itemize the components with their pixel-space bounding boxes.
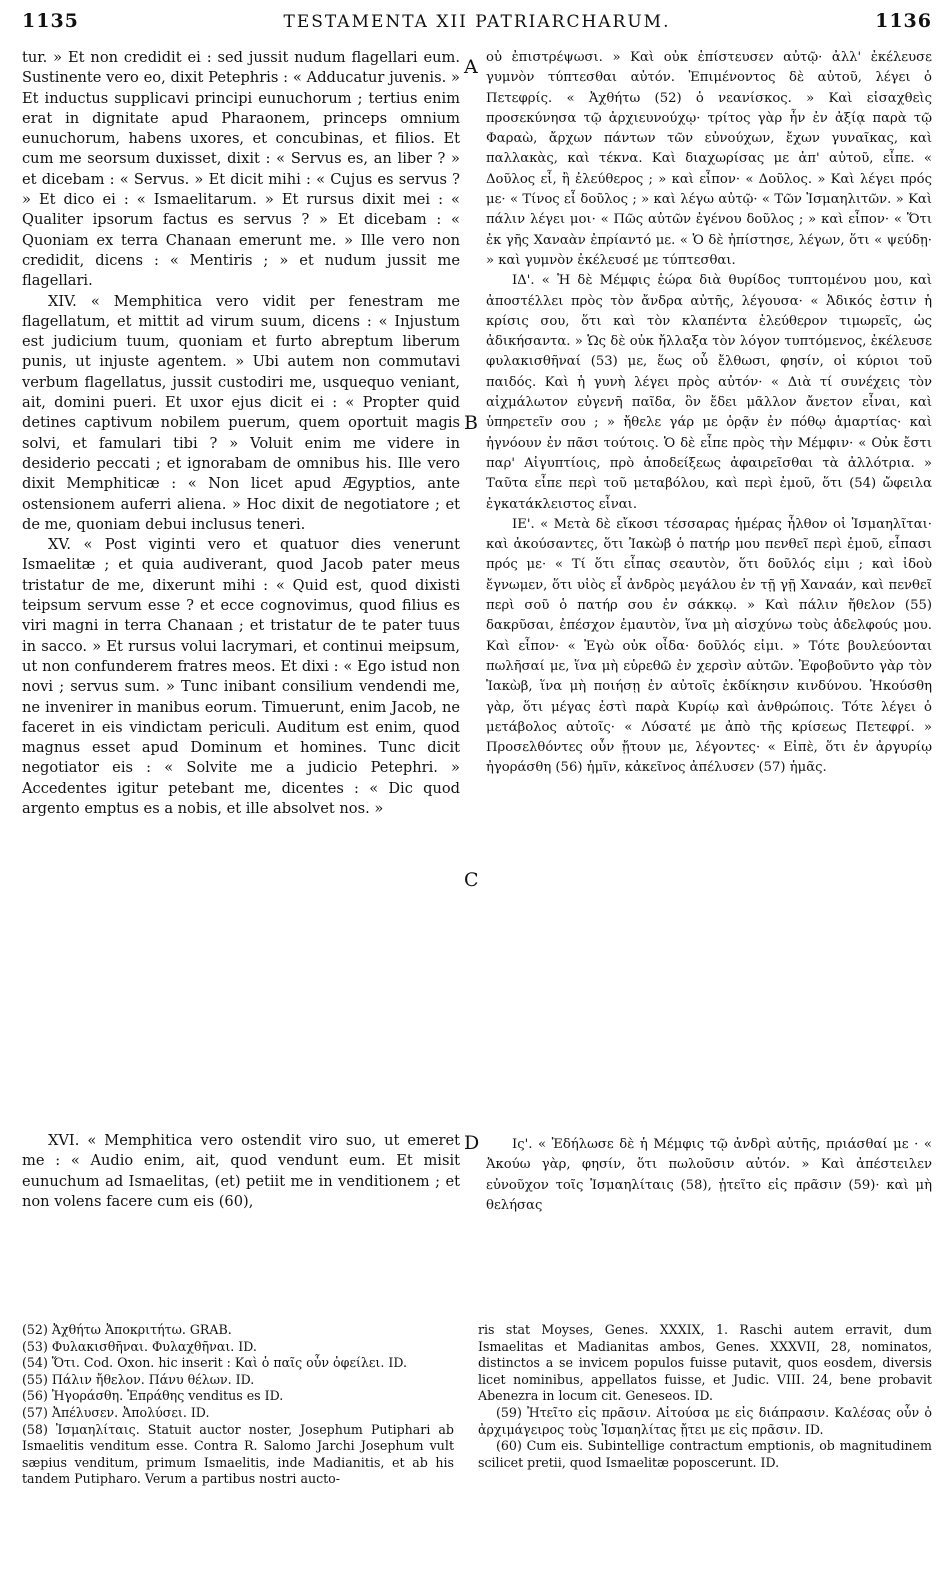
footnote: (60) Cum eis. Subintellige contractum emptionis, ob magnitudinem scilicet pretii, quod Ismaelitæ poposcerunt. ID. — [478, 1438, 932, 1470]
latin-paragraph-15: XV. « Post viginti vero et quatuor dies venerunt Ismaelitæ ; et quia audiverant, quod Jacob pater meus tristatur de me, dixerunt mihi : « Quid est, quod dixisti teipsum servum esse ? et ecce cognovimus, quod filius es viri magni in terra Chanaan ; et tristatur de te pater tuus in sacco. » Et rursus volui lacrymari, et continui meipsum, ut non confunderem fratres meos. Et dixi : « Ego istud non novi ; servus sum. » Tunc inibant consilium vendendi me, ne invenirer in manibus eorum. Timuerunt, enim Jacob, ne faceret in eis vindictam periculi. Auditum est enim, quod magnus esset apud Dominum et homines. Tunc dicit negotiator eis : « Solvite me a judicio Petephri. » Accedentes igitur petebant me, dicentes : « Dic quod argento emptus es a nobis, et ille absolvet nos. » — [22, 536, 460, 817]
greek-column — [486, 48, 932, 779]
footnote: (59) Ἠτεῖτο εἰς πρᾶσιν. Αἰτούσα με εἰς διάπρασιν. Καλέσας οὖν ὁ ἀρχιμάγειρος τοὺς Ἰσμαηλίτας ᾔτει με εἰς πρᾶσιν. ID. — [478, 1404, 932, 1437]
margin-letter-d: D — [464, 1132, 480, 1154]
footnotes-right — [478, 1322, 932, 1471]
margin-letter-b: B — [464, 412, 478, 434]
running-title: TESTAMENTA XII PATRIARCHARUM. — [283, 12, 671, 32]
footnotes-left — [22, 1322, 454, 1488]
footnote: (57) Ἀπέλυσεν. Ἀπολύσει. ID. — [22, 1404, 210, 1420]
footnote: (55) Πάλιν ἤθελον. Πάνυ θέλων. ID. — [22, 1371, 255, 1387]
footnote: (53) Φυλακισθῆναι. Φυλαχθῆναι. ID. — [22, 1338, 257, 1354]
greek-paragraph-14: ΙΔ'. « Ἡ δὲ Μέμφις ἑώρα διὰ θυρίδος τυπτομένου μου, καὶ ἀποστέλλει πρὸς τὸν ἄνδρα αὐτῆς, λέγουσα· « Ἀδικός ἐστιν ἡ κρίσις σου, ὅτι καὶ τὸν κλαπέντα ἐλεύθερον τιμωρεῖς, ὡς ἀδικήσαντα. » Ὡς δὲ οὐκ ἤλλαξα τὸν λόγον τυπτόμενος, ἐκέλευσε φυλακισθῆναί (53) με, ἕως οὗ ἔλθωσι, φησίν, οἱ κύριοι τοῦ παιδός. Καὶ ἡ γυνὴ λέγει πρὸς αὐτόν· « Διὰ τί συνέχεις τὸν αἰχμάλωτον εὐγενῆ παῖδα, ὃν ἔδει μᾶλλον ἄνετον εἶναι, καὶ ὑπηρετεῖν σου ; » ἤθελε γάρ με ὁρᾷν ἐν πόθῳ ἁμαρτίας· καὶ ἠγνόουν ἐν πᾶσι τούτοις. Ὁ δὲ εἶπε πρὸς τὴν Μέμφιν· « Οὐκ ἔστι παρ' Αἰγυπτίοις, πρὸ ἀποδείξεως ἀφαιρεῖσθαι τὰ ἀλλότρια. » Ταῦτα εἶπε περὶ τοῦ μεταβόλου, καὶ περὶ ἐμοῦ, ὅτι (54) ὤφειλα ἐγκατάκλειστος εἶναι. — [486, 273, 932, 512]
footnote: ris stat Moyses, Genes. XXXIX, 1. Raschi autem erravit, dum Ismaelitas et Madianitas ambos, Genes. XXXVII, 28, nominatos, distinctos a se invicem populos fuisse putavit, quos eosdem, diversis licet nominibus, appellatos fuisse, et Judic. VIII. 24, bene probavit Abenezra in locum cit. Geneseos. ID. — [478, 1322, 932, 1404]
latin-paragraph-13: tur. » Et non credidit ei : sed jussit nudum flagellari eum. Sustinente vero eo, dixit Petephris : « Adducatur juvenis. » Et inductus supplicavi principi eunuchorum ; tertius enim erat in dignitate apud Pharaonem, princeps omnium eunuchorum, habens uxores, et concubinas, et filios. Et cum me seorsum duxisset, dixit : « Servus es, an liber ? » et dicebam : « Servus. » Et dicit mihi : « Cujus es servus ? » Et dico ei : « Ismaelitarum. » Et rursus dixit mei : « Qualiter ipsorum factus es servus ? » Et dicebam : « Quoniam ex terra Chanaan emerunt me. » Ille vero non credidit, dicens : « Mentiris ; » et nudum jussit me flagellari. — [22, 49, 460, 290]
page-number-right: 1136 — [875, 10, 932, 32]
greek-paragraph-13: οὐ ἐπιστρέψωσι. » Καὶ οὐκ ἐπίστευσεν αὐτῷ· ἀλλ' ἐκέλευσε γυμνὸν τύπτεσθαι αὐτόν. Ἐπιμένοντος δὲ αὐτοῦ, λέγει ὁ Πετεφρίς. « Ἀχθήτω (52) ὁ νεανίσκος. » Καὶ εἰσαχθεὶς προσεκύνησα τῷ ἀρχιευνούχῳ· τρίτος γὰρ ἦν ἐν ἀξίᾳ παρὰ τῷ Φαραὼ, ἄρχων πάντων τῶν εὐνούχων, ἔχων γυναῖκας, καὶ παλλακὰς, καὶ τέκνα. Καὶ διαχωρίσας με ἀπ' αὐτοῦ, εἶπε. « Δοῦλος εἶ, ἢ ἐλεύθερος ; » καὶ εἶπον· « Δοῦλος. » Καὶ λέγει πρός με· « Τίνος εἶ δοῦλος ; » καὶ λέγω αὐτῷ· « Τῶν Ἰσμαηλιτῶν. » Καὶ πάλιν λέγει μοι· « Πῶς αὐτῶν ἐγένου δοῦλος ; » καὶ εἶπον· « Ὅτι ἐκ γῆς Χαναὰν ἐπρίαντό με. « Ὁ δὲ ἠπίστησε, λέγων, ὅτι « ψεύδῃ· » καὶ γυμνὸν ἐκέλευσέ με τύπτεσθαι. — [486, 50, 932, 268]
greek-paragraph-16: Ις'. « Ἐδήλωσε δὲ ἡ Μέμφις τῷ ἀνδρὶ αὐτῆς, πριάσθαί με · « Ἀκούω γὰρ, φησίν, ὅτι πωλοῦσιν αὐτόν. » Καὶ ἀπέστειλεν εὐνοῦχον τοῖς Ἰσμαηλίταις (58), ᾐτεῖτο εἰς πρᾶσιν (59)· καὶ μὴ θελήσας — [486, 1137, 932, 1213]
footnote: (56) Ἠγοράσθη. Ἐπράθης venditus es ID. — [22, 1388, 284, 1404]
latin-paragraph-14: XIV. « Memphitica vero vidit per fenestram me flagellatum, et mittit ad virum suum, dicens : « Injustum est judicium tuum, quoniam et furto abreptum liberum punis, ut injuste agentem. » Ubi autem non commutavi verbum flagellatus, jussit custodiri me, usquequo veniant, ait, domini pueri. Et uxor ejus dicit ei : « Propter quid detines captivum nobilem puerum, quem oportuit magis solvi, et famulari tibi ? » Voluit enim me videre in desiderio peccati ; et ignorabam de omnibus his. Ille vero dixit Memphiticæ : « Non licet apud Ægyptios, ante ostensionem auferri aliena. » Hoc dixit de negotiatore ; et de me, quoniam debui inclusus teneri. — [22, 292, 460, 533]
latin-column-continued — [22, 1131, 460, 1212]
footnote: (58) Ἰσμαηλίταις. Statuit auctor noster, Josephum Putiphari ab Ismaelitis venditum esse. Contra R. Salomo Jarchi Josephum vult sæpius venditum, primum Ismaelitis, inde Madianitis, et ab his tandem Putipharo. Verum a partibus nostri aucto- — [22, 1421, 454, 1487]
margin-letter-c: C — [464, 869, 479, 891]
page-number-left: 1135 — [22, 10, 79, 32]
margin-letter-a: A — [464, 56, 478, 78]
latin-column — [22, 48, 460, 819]
greek-paragraph-15: ΙΕ'. « Μετὰ δὲ εἴκοσι τέσσαρας ἡμέρας ἦλθον οἱ Ἰσμαηλῖται· καὶ ἀκούσαντες, ὅτι Ἰακὼβ ὁ πατήρ μου πενθεῖ περὶ ἐμοῦ, εἶπασι πρός με· « Τί ὅτι εἶπας σεαυτὸν, ὅτι δοῦλός εἰμι ; καὶ ἰδοὺ ἔγνωμεν, ὅτι υἱὸς εἶ ἀνδρὸς μεγάλου ἐν τῇ γῇ Χαναάν, καὶ πενθεῖ περὶ σοῦ ὁ πατήρ σου ἐν σάκκῳ. » Καὶ πάλιν ἤθελον (55) δακρῦσαι, ἐπέσχον ἐμαυτὸν, ἵνα μὴ αἰσχύνω τοὺς ἀδελφούς μου. Καὶ εἶπον· « Ἐγὼ οὐκ οἶδα· δοῦλός εἰμι. » Τότε βουλεύονται πωλῆσαί με, ἵνα μὴ εὑρεθῶ ἐν χερσὶν αὐτῶν. Ἐφοβοῦντο γὰρ τὸν Ἰακὼβ, ἵνα μὴ ποιήσῃ ἐν αὐτοῖς ἐκδίκησιν κινδύνου. Ἠκούσθη γὰρ, ὅτι μέγας ἐστὶ παρὰ Κυρίῳ καὶ ἀνθρώποις. Τότε λέγει ὁ μετάβολος αὐτοῖς· « Λύσατέ με ἀπὸ τῆς κρίσεως Πετεφρί. » Προσελθόντες οὖν ᾔτουν με, λέγοντες· « Εἰπὲ, ὅτι ἐν ἀργυρίῳ ἠγοράσθη (56) ἡμῖν, κἀκεῖνος ἀπέλυσεν (57) ἡμᾶς. — [486, 516, 932, 776]
footnote: (54) Ὅτι. Cod. Oxon. hic inserit : Καὶ ὁ παῖς οὖν ὀφείλει. ID. — [22, 1355, 407, 1371]
footnote: (52) Ἀχθήτω Ἀποκριτήτω. GRAB. — [22, 1322, 232, 1337]
greek-column-continued — [486, 1135, 932, 1216]
running-header — [22, 10, 932, 36]
latin-paragraph-16: XVI. « Memphitica vero ostendit viro suo, ut emeret me : « Audio enim, ait, quod vendunt eum. Et misit eunuchum ad Ismaelitas, (et) petiit me in venditionem ; et non volens facere cum eis (60), — [22, 1132, 460, 1210]
